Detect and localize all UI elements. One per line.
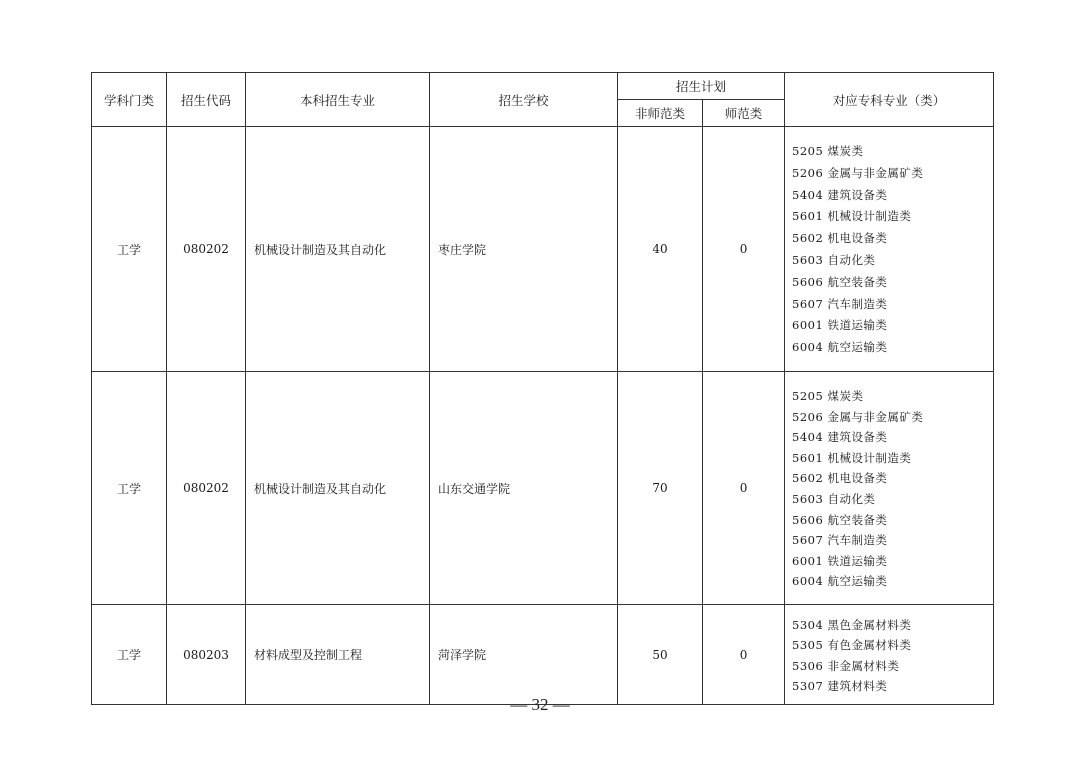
table-row — [92, 127, 994, 372]
specialty-item: 5305 有色金属材料类 — [792, 638, 912, 652]
page-number: — 32 — — [510, 695, 570, 714]
specialty-item: 5404 建筑设备类 — [792, 430, 888, 445]
enrollment-plan-table — [91, 72, 994, 705]
cell-non-normal: 70 — [618, 372, 703, 605]
specialty-item: 5304 黑色金属材料类 — [792, 617, 912, 632]
specialty-item: 5205 煤炭类 — [792, 144, 864, 159]
specialty-item: 6004 航空运输类 — [792, 574, 888, 589]
specialty-item: 5206 金属与非金属矿类 — [792, 165, 924, 180]
specialty-item: 6001 铁道运输类 — [792, 318, 888, 333]
specialty-item: 5602 机电设备类 — [792, 471, 888, 486]
specialty-item: 5206 金属与非金属矿类 — [792, 409, 924, 424]
specialty-item: 5601 机械设计制造类 — [792, 450, 912, 465]
cell-specialties — [785, 127, 994, 372]
header-plan: 招生计划 — [618, 73, 785, 100]
header-code: 招生代码 — [167, 73, 246, 127]
specialty-item: 5306 非金属材料类 — [792, 658, 900, 673]
cell-non-normal: 40 — [618, 127, 703, 372]
specialty-item: 5603 自动化类 — [792, 253, 876, 267]
cell-school: 枣庄学院 — [430, 127, 618, 372]
specialty-item: 5606 航空装备类 — [792, 512, 888, 527]
cell-specialties — [785, 605, 994, 705]
header-normal: 师范类 — [703, 100, 785, 127]
specialty-item: 5603 自动化类 — [792, 492, 876, 506]
cell-school: 山东交通学院 — [430, 372, 618, 605]
cell-school: 菏泽学院 — [430, 605, 618, 705]
specialty-item: 6001 铁道运输类 — [792, 553, 888, 568]
cell-major: 材料成型及控制工程 — [246, 605, 430, 705]
cell-normal: 0 — [703, 127, 785, 372]
header-non-normal: 非师范类 — [618, 100, 703, 127]
cell-code: 080202 — [167, 372, 246, 605]
header-category: 学科门类 — [92, 73, 167, 127]
specialty-item: 5404 建筑设备类 — [792, 187, 888, 202]
cell-category: 工学 — [92, 605, 167, 705]
specialty-item: 5307 建筑材料类 — [792, 679, 888, 693]
specialty-item: 5607 汽车制造类 — [792, 296, 888, 311]
specialty-item: 5606 航空装备类 — [792, 274, 888, 289]
cell-normal: 0 — [703, 605, 785, 705]
cell-category: 工学 — [92, 372, 167, 605]
specialty-item: 6004 航空运输类 — [792, 340, 888, 355]
cell-specialties — [785, 372, 994, 605]
cell-non-normal: 50 — [618, 605, 703, 705]
table-row — [92, 372, 994, 605]
table-row — [92, 605, 994, 705]
specialty-item: 5205 煤炭类 — [792, 389, 864, 404]
cell-category: 工学 — [92, 127, 167, 372]
cell-major: 机械设计制造及其自动化 — [246, 372, 430, 605]
cell-code: 080202 — [167, 127, 246, 372]
cell-normal: 0 — [703, 372, 785, 605]
specialty-item: 5601 机械设计制造类 — [792, 209, 912, 224]
specialty-item: 5607 汽车制造类 — [792, 533, 888, 548]
header-school: 招生学校 — [430, 73, 618, 127]
specialty-item: 5602 机电设备类 — [792, 231, 888, 246]
header-major: 本科招生专业 — [246, 73, 430, 127]
cell-major: 机械设计制造及其自动化 — [246, 127, 430, 372]
header-specialties: 对应专科专业（类） — [785, 73, 994, 127]
cell-code: 080203 — [167, 605, 246, 705]
